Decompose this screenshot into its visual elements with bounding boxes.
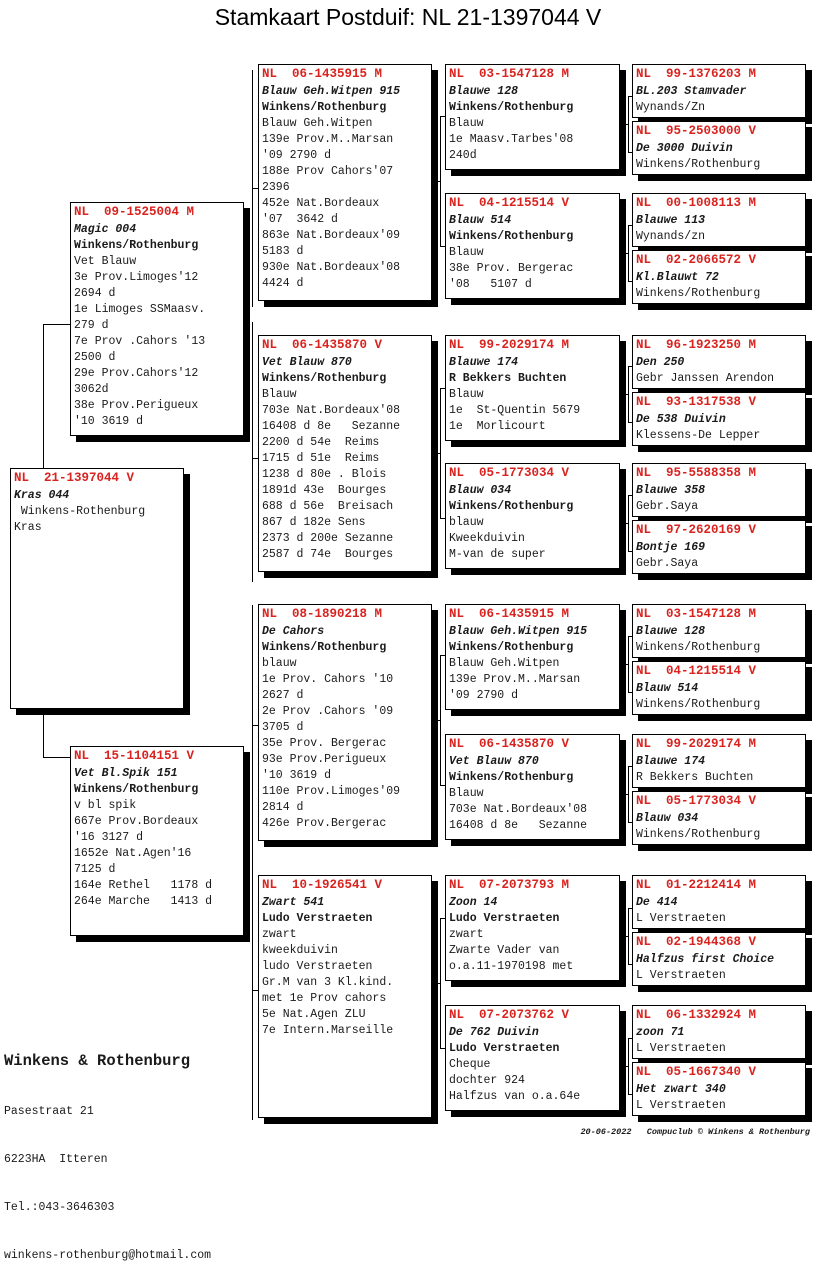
- breeder-name: Winkens/Rothenburg: [449, 230, 574, 243]
- result-line: 863e Nat.Bordeaux'09: [262, 229, 401, 242]
- card-grandparent[interactable]: [258, 335, 432, 572]
- card-ancestor[interactable]: [632, 791, 806, 845]
- ring-number: NL 03-1547128 M: [449, 67, 570, 81]
- breeder-name: Winkens/Rothenburg: [449, 101, 574, 114]
- card-ancestor[interactable]: [632, 335, 806, 389]
- owner-street: Pasestraat 21: [4, 1105, 94, 1118]
- breeder-name: Klessens-De Lepper: [636, 429, 761, 442]
- result-line: '10 3619 d: [74, 415, 144, 428]
- ring-number: NL 15-1104151 V: [74, 749, 195, 763]
- result-line: 279 d: [74, 319, 109, 332]
- result-line: o.a.11-1970198 met: [449, 960, 574, 973]
- card-ancestor[interactable]: [632, 604, 806, 658]
- card-ancestor[interactable]: [632, 661, 806, 715]
- result-line: 16408 d 8e Sezanne: [262, 420, 401, 433]
- pigeon-name: Den 250: [636, 356, 685, 369]
- result-line: Kweekduivin: [449, 532, 525, 545]
- pigeon-name: Blauw 514: [636, 682, 699, 695]
- ring-number: NL 06-1435870 V: [262, 338, 383, 352]
- print-credit: Compuclub © Winkens & Rothenburg: [646, 1127, 810, 1137]
- result-line: 2587 d 74e Bourges: [262, 548, 394, 561]
- card-grandparent[interactable]: [258, 875, 432, 1118]
- breeder-name: Winkens/Rothenburg: [74, 783, 199, 796]
- result-line: '09 2790 d: [262, 149, 332, 162]
- result-line: 38e Prov. Bergerac: [449, 262, 574, 275]
- card-ancestor[interactable]: [632, 875, 806, 929]
- card-great-grandparent[interactable]: [445, 335, 620, 441]
- pigeon-name: De 538 Duivin: [636, 413, 726, 426]
- result-line: Cheque: [449, 1058, 491, 1071]
- connector-line: [622, 394, 628, 395]
- card-great-grandparent[interactable]: [445, 1005, 620, 1111]
- connector-line: [440, 388, 441, 518]
- result-line: 4424 d: [262, 277, 304, 290]
- breeder-name: Gebr Janssen Arendon: [636, 372, 775, 385]
- ring-number: NL 06-1435915 M: [449, 607, 570, 621]
- result-line: 1e Prov. Cahors '10: [262, 673, 394, 686]
- card-ancestor[interactable]: [632, 463, 806, 517]
- connector-line: [622, 936, 628, 937]
- result-line: 240d: [449, 149, 477, 162]
- breeder-name: L Verstraeten: [636, 969, 726, 982]
- ring-number: NL 99-2029174 M: [636, 737, 757, 751]
- ring-number: NL 95-5588358 M: [636, 466, 757, 480]
- result-line: '09 2790 d: [449, 689, 519, 702]
- result-line: 3062d: [74, 383, 109, 396]
- result-line: M-van de super: [449, 548, 546, 561]
- breeder-name: L Verstraeten: [636, 1042, 726, 1055]
- card-grandparent[interactable]: [258, 64, 432, 301]
- connector-line: [628, 96, 629, 152]
- result-line: Zwarte Vader van: [449, 944, 560, 957]
- breeder-name: Winkens/Rothenburg: [74, 239, 199, 252]
- result-line: Gr.M van 3 Kl.kind.: [262, 976, 394, 989]
- result-line: 867 d 182e Sens: [262, 516, 366, 529]
- pigeon-name: Vet Blauw 870: [262, 356, 352, 369]
- ring-number: NL 01-2212414 M: [636, 878, 757, 892]
- connector-line: [628, 636, 629, 692]
- connector-line: [628, 766, 629, 822]
- ring-number: NL 07-2073762 V: [449, 1008, 570, 1022]
- pigeon-name: Blauwe 174: [449, 356, 519, 369]
- breeder-name: Ludo Verstraeten: [449, 912, 560, 925]
- owner-phone: Tel.:043-3646303: [4, 1201, 115, 1214]
- result-line: 930e Nat.Bordeaux'08: [262, 261, 401, 274]
- connector-line: [43, 324, 70, 325]
- pigeon-name: Blauw 034: [636, 812, 699, 825]
- ring-number: NL 07-2073793 M: [449, 878, 570, 892]
- pigeon-name: Blauwe 358: [636, 484, 706, 497]
- ring-number: NL 03-1547128 M: [636, 607, 757, 621]
- connector-line: [432, 453, 440, 454]
- ring-number: NL 05-1667340 V: [636, 1065, 757, 1079]
- result-line: 3e Prov.Limoges'12: [74, 271, 199, 284]
- breeder-name: Winkens/Rothenburg: [262, 641, 387, 654]
- connector-line: [440, 918, 441, 1048]
- ring-number: NL 02-2066572 V: [636, 253, 757, 267]
- pigeon-name: Blauw 514: [449, 214, 512, 227]
- breeder-name: Ludo Verstraeten: [449, 1042, 560, 1055]
- ring-number: NL 04-1215514 V: [636, 664, 757, 678]
- result-line: v bl spik: [74, 799, 137, 812]
- breeder-name: Winkens-Rothenburg: [14, 505, 146, 518]
- result-line: 703e Nat.Bordeaux'08: [262, 404, 401, 417]
- card-great-grandparent[interactable]: [445, 64, 620, 170]
- connector-line: [252, 322, 253, 582]
- card-ancestor[interactable]: [632, 193, 806, 247]
- ring-number: NL 21-1397044 V: [14, 471, 135, 485]
- breeder-name: L Verstraeten: [636, 1099, 726, 1112]
- pigeon-name: Kl.Blauwt 72: [636, 271, 719, 284]
- ring-number: NL 06-1435870 V: [449, 737, 570, 751]
- pigeon-name: Blauw Geh.Witpen 915: [449, 625, 588, 638]
- result-line: Blauw: [449, 787, 484, 800]
- ring-number: NL 09-1525004 M: [74, 205, 195, 219]
- result-line: 164e Rethel 1178 d: [74, 879, 213, 892]
- connector-line: [628, 908, 629, 964]
- pigeon-name: De 414: [636, 896, 678, 909]
- connector-line: [622, 794, 628, 795]
- result-line: 188e Prov Cahors'07: [262, 165, 394, 178]
- print-date: 20-06-2022: [580, 1127, 632, 1137]
- result-line: 703e Nat.Bordeaux'08: [449, 803, 588, 816]
- connector-line: [628, 495, 629, 551]
- ring-number: NL 93-1317538 V: [636, 395, 757, 409]
- page-title: Stamkaart Postduif: NL 21-1397044 V: [214, 4, 602, 30]
- pigeon-name: De 762 Duivin: [449, 1026, 539, 1039]
- result-line: 7125 d: [74, 863, 116, 876]
- pigeon-name: BL.203 Stamvader: [636, 85, 747, 98]
- pigeon-name: Bontje 169: [636, 541, 706, 554]
- breeder-name: Winkens/Rothenburg: [636, 698, 761, 711]
- result-line: 426e Prov.Bergerac: [262, 817, 387, 830]
- pigeon-name: Vet Blauw 870: [449, 755, 539, 768]
- result-line: kweekduivin: [262, 944, 338, 957]
- ring-number: NL 06-1332924 M: [636, 1008, 757, 1022]
- breeder-name: R Bekkers Buchten: [636, 771, 754, 784]
- pigeon-name: zoon 71: [636, 1026, 685, 1039]
- breeder-name: R Bekkers Buchten: [449, 372, 567, 385]
- result-line: 2373 d 200e Sezanne: [262, 532, 394, 545]
- connector-line: [622, 1066, 628, 1067]
- breeder-name: Wynands/Zn: [636, 101, 706, 114]
- result-line: dochter 924: [449, 1074, 525, 1087]
- result-line: 688 d 56e Breisach: [262, 500, 394, 513]
- result-line: 1715 d 51e Reims: [262, 452, 380, 465]
- result-line: 35e Prov. Bergerac: [262, 737, 387, 750]
- pigeon-name: De Cahors: [262, 625, 325, 638]
- owner-name: Winkens & Rothenburg: [4, 1052, 191, 1070]
- result-line: 1238 d 80e . Blois: [262, 468, 387, 481]
- breeder-name: Wynands/zn: [636, 230, 706, 243]
- connector-line: [440, 116, 441, 246]
- result-line: 1e Maasv.Tarbes'08: [449, 133, 574, 146]
- breeder-name: Gebr.Saya: [636, 557, 699, 570]
- result-line: 2396: [262, 181, 290, 194]
- pigeon-name: Zwart 541: [262, 896, 325, 909]
- card-ancestor[interactable]: [632, 932, 806, 986]
- ring-number: NL 08-1890218 M: [262, 607, 383, 621]
- pigeon-name: Magic 004: [74, 223, 137, 236]
- ring-number: NL 95-2503000 V: [636, 124, 757, 138]
- ring-number: NL 05-1773034 V: [636, 794, 757, 808]
- owner-city: 6223HA Itteren: [4, 1153, 108, 1166]
- result-line: Blauw: [449, 246, 484, 259]
- result-line: 2627 d: [262, 689, 304, 702]
- ring-number: NL 97-2620169 V: [636, 523, 757, 537]
- breeder-name: Winkens/Rothenburg: [262, 372, 387, 385]
- result-line: 5e Nat.Agen ZLU: [262, 1008, 366, 1021]
- pigeon-name: Blauwe 113: [636, 214, 706, 227]
- pigeon-name: Zoon 14: [449, 896, 498, 909]
- result-line: 264e Marche 1413 d: [74, 895, 213, 908]
- card-great-grandparent[interactable]: [445, 463, 620, 569]
- result-line: 110e Prov.Limoges'09: [262, 785, 401, 798]
- result-line: '08 5107 d: [449, 278, 532, 291]
- card-great-grandparent[interactable]: [445, 734, 620, 840]
- connector-line: [628, 225, 629, 281]
- card-ancestor[interactable]: [632, 392, 806, 446]
- owner-email[interactable]: winkens-rothenburg@hotmail.com: [4, 1249, 212, 1262]
- breeder-name: Winkens/Rothenburg: [636, 641, 761, 654]
- breeder-name: Winkens/Rothenburg: [449, 500, 574, 513]
- connector-line: [628, 366, 629, 422]
- result-line: 1e Morlicourt: [449, 420, 546, 433]
- connector-line: [432, 181, 440, 182]
- connector-line: [628, 1038, 629, 1094]
- breeder-name: Winkens/Rothenburg: [449, 771, 574, 784]
- result-line: 7e Intern.Marseille: [262, 1024, 394, 1037]
- card-mother[interactable]: [70, 746, 244, 936]
- ring-number: NL 96-1923250 M: [636, 338, 757, 352]
- pigeon-name: De 3000 Duivin: [636, 142, 733, 155]
- connector-line: [252, 855, 253, 1120]
- result-line: 2814 d: [262, 801, 304, 814]
- owner-info: [4, 1018, 211, 1280]
- result-line: 1e Limoges SSMaasv.: [74, 303, 206, 316]
- breeder-name: Winkens/Rothenburg: [636, 828, 761, 841]
- card-father[interactable]: [70, 202, 244, 436]
- ring-number: NL 00-1008113 M: [636, 196, 757, 210]
- result-line: 2e Prov .Cahors '09: [262, 705, 394, 718]
- card-ancestor[interactable]: [632, 121, 806, 175]
- result-line: 2200 d 54e Reims: [262, 436, 380, 449]
- result-line: Blauw Geh.Witpen: [449, 657, 560, 670]
- result-line: 452e Nat.Bordeaux: [262, 197, 380, 210]
- result-line: met 1e Prov cahors: [262, 992, 387, 1005]
- pigeon-name: Blauw 034: [449, 484, 512, 497]
- result-line: Blauw: [449, 117, 484, 130]
- connector-line: [43, 757, 70, 758]
- ring-number: NL 05-1773034 V: [449, 466, 570, 480]
- result-line: 3705 d: [262, 721, 304, 734]
- connector-line: [432, 983, 440, 984]
- result-line: Halfzus van o.a.64e: [449, 1090, 581, 1103]
- pigeon-name: Het zwart 340: [636, 1083, 726, 1096]
- ring-number: NL 02-1944368 V: [636, 935, 757, 949]
- card-ancestor[interactable]: [632, 520, 806, 574]
- result-line: 1891d 43e Bourges: [262, 484, 387, 497]
- connector-line: [432, 720, 440, 721]
- breeder-name: L Verstraeten: [636, 912, 726, 925]
- connector-line: [622, 124, 628, 125]
- pigeon-name: Blauwe 174: [636, 755, 706, 768]
- result-line: 667e Prov.Bordeaux: [74, 815, 199, 828]
- connector-line: [43, 709, 44, 757]
- connector-line: [440, 655, 441, 785]
- result-line: 5183 d: [262, 245, 304, 258]
- pigeon-name: Blauw Geh.Witpen 915: [262, 85, 401, 98]
- breeder-name: Winkens/Rothenburg: [449, 641, 574, 654]
- result-line: 139e Prov.M..Marsan: [449, 673, 581, 686]
- connector-line: [622, 253, 628, 254]
- result-line: 29e Prov.Cahors'12: [74, 367, 199, 380]
- print-stamp: [580, 1127, 810, 1137]
- breeder-name: Winkens/Rothenburg: [636, 287, 761, 300]
- result-line: 16408 d 8e Sezanne: [449, 819, 588, 832]
- card-great-grandparent[interactable]: [445, 875, 620, 981]
- result-line: Blauw Geh.Witpen: [262, 117, 373, 130]
- result-line: 1e St-Quentin 5679: [449, 404, 581, 417]
- result-line: '16 3127 d: [74, 831, 144, 844]
- ring-number: NL 10-1926541 V: [262, 878, 383, 892]
- connector-line: [622, 523, 628, 524]
- card-great-grandparent[interactable]: [445, 193, 620, 299]
- result-line: blauw: [449, 516, 484, 529]
- breeder-name: Winkens/Rothenburg: [262, 101, 387, 114]
- card-ancestor[interactable]: [632, 250, 806, 304]
- ring-number: NL 99-2029174 M: [449, 338, 570, 352]
- card-grandparent[interactable]: [258, 604, 432, 841]
- connector-line: [622, 664, 628, 665]
- result-line: 2500 d: [74, 351, 116, 364]
- result-line: '10 3619 d: [262, 769, 332, 782]
- connector-line: [252, 605, 253, 855]
- card-ancestor[interactable]: [632, 734, 806, 788]
- breeder-name: Winkens/Rothenburg: [636, 158, 761, 171]
- pigeon-name: Vet Bl.Spik 151: [74, 767, 178, 780]
- result-line: ludo Verstraeten: [262, 960, 373, 973]
- result-line: blauw: [262, 657, 297, 670]
- result-line: 38e Prov.Perigueux: [74, 399, 199, 412]
- result-line: 2694 d: [74, 287, 116, 300]
- card-ancestor[interactable]: [632, 64, 806, 118]
- result-line: Vet Blauw: [74, 255, 137, 268]
- breeder-name: Ludo Verstraeten: [262, 912, 373, 925]
- result-line: 1652e Nat.Agen'16: [74, 847, 192, 860]
- card-pigeon[interactable]: [10, 468, 184, 709]
- connector-line: [43, 324, 44, 469]
- result-line: zwart: [449, 928, 484, 941]
- result-line: 93e Prov.Perigueux: [262, 753, 387, 766]
- ring-number: NL 99-1376203 M: [636, 67, 757, 81]
- ring-number: NL 04-1215514 V: [449, 196, 570, 210]
- result-line: 139e Prov.M..Marsan: [262, 133, 394, 146]
- result-line: zwart: [262, 928, 297, 941]
- breeder-name: Gebr.Saya: [636, 500, 699, 513]
- card-ancestor[interactable]: [632, 1062, 806, 1116]
- result-line: Blauw: [262, 388, 297, 401]
- result-line: 7e Prov .Cahors '13: [74, 335, 206, 348]
- result-line: Blauw: [449, 388, 484, 401]
- pigeon-name: Halfzus first Choice: [636, 953, 775, 966]
- pigeon-name: Kras 044: [14, 489, 70, 502]
- result-line: '07 3642 d: [262, 213, 338, 226]
- result-line: Kras: [14, 521, 42, 534]
- ring-number: NL 06-1435915 M: [262, 67, 383, 81]
- pigeon-name: Blauwe 128: [636, 625, 706, 638]
- card-ancestor[interactable]: [632, 1005, 806, 1059]
- card-great-grandparent[interactable]: [445, 604, 620, 710]
- pigeon-name: Blauwe 128: [449, 85, 519, 98]
